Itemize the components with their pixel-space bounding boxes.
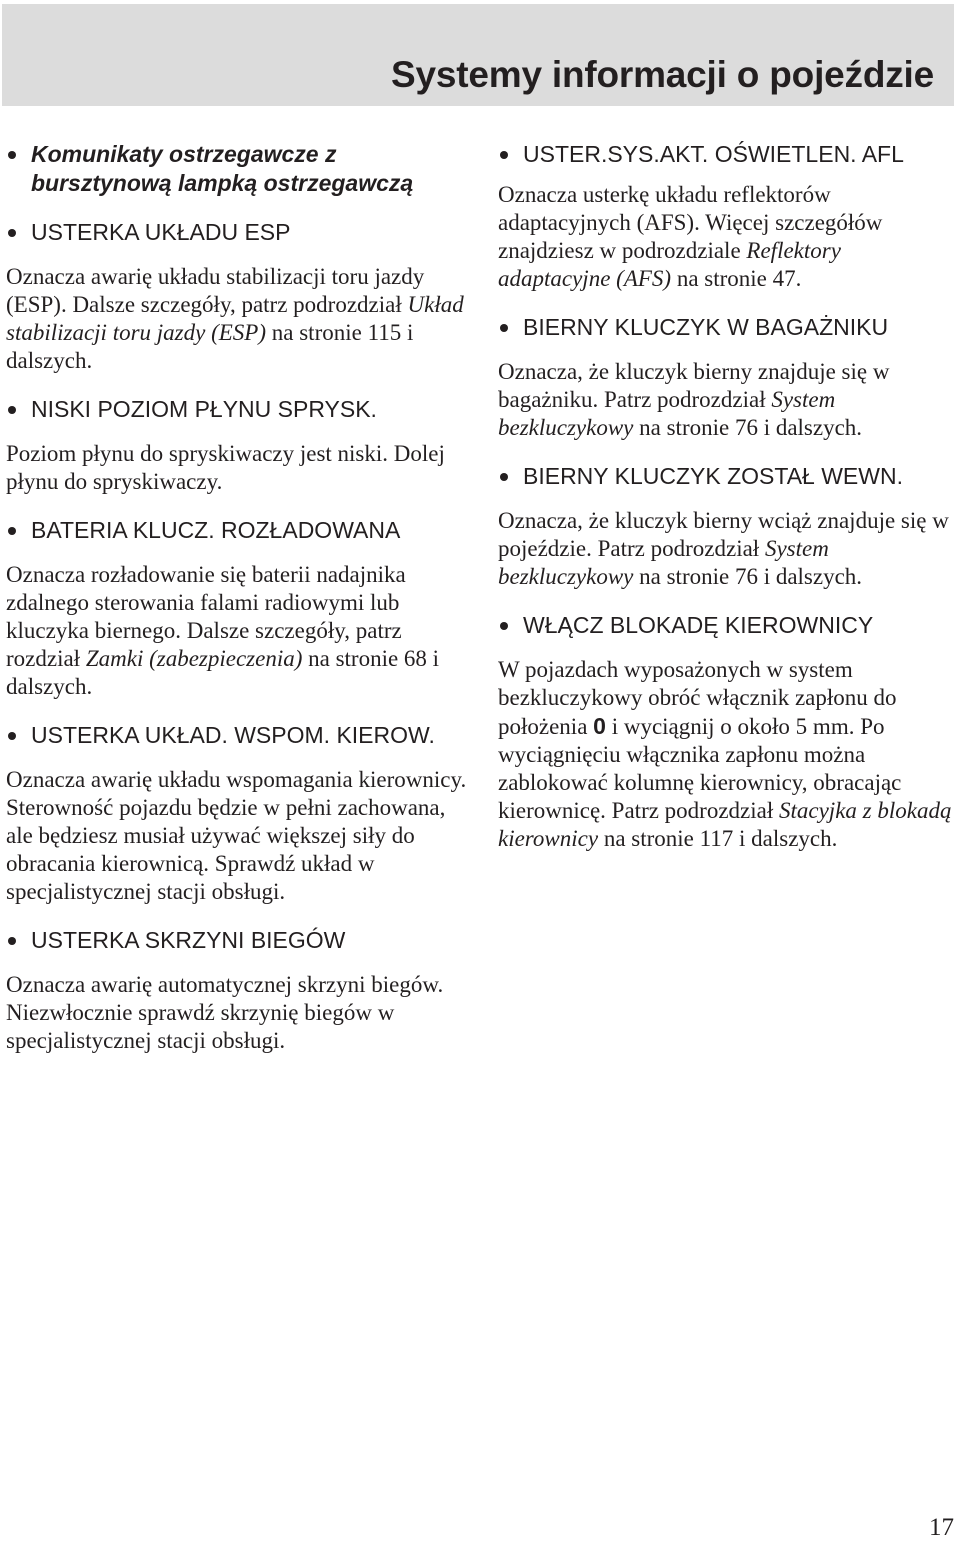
key-battery-text: Oznacza rozładowanie się baterii nadajnika zdalnego sterowania falami radiowymi lub kluczyka biernego. Dalsze szczegóły, patrz rozdział Zamki (zabezpieczenia) na stronie 68 i dalszych. [6,562,440,699]
key-inside-heading: BIERNY KLUCZYK ZOSTAŁ WEWN. [498,462,953,491]
left-column [6,140,468,1055]
afl-text: Oznacza usterkę układu reflektorów adaptacyjnych (AFS). Więcej szczegółów znajdziesz w podrozdziale Reflektory adaptacyjne (AFS) na stronie 47. [498,182,883,291]
steering-lock-heading: WŁĄCZ BLOKADĘ KIEROWNICY [498,611,953,640]
page-number: 17 [929,1514,954,1541]
keyless-reference-2: System bezkluczykowy [498,536,829,589]
esp-warning-text: Oznacza awarię układu stabilizacji toru jazdy (ESP). Dalsze szczegóły, patrz podrozdział Układ stabilizacji toru jazdy (ESP) na stronie 115 i dalszych. [6,264,464,373]
washer-fluid-text: Poziom płynu do spryskiwaczy jest niski. Dolej płynu do spryskiwaczy. [6,441,445,494]
page-title: Systemy informacji o pojeździe [391,54,934,95]
right-column [498,140,953,853]
key-in-trunk-heading: BIERNY KLUCZYK W BAGAŻNIKU [498,313,953,342]
ignition-position: 0 [593,713,606,739]
steering-lock-text: W pojazdach wyposażonych w system bezkluczykowy obróć włącznik zapłonu do położenia 0 i wyciągnij o około 5 mm. Po wyciągnięciu włącznika zapłonu można zablokować kolumnę kierownicy, obracając kierownicę. Patrz podrozdział Stacyjka z blokadą kierownicy na stronie 117 i dalszych. [498,657,952,851]
gearbox-heading: USTERKA SKRZYNI BIEGÓW [6,926,468,955]
key-battery-heading: BATERIA KLUCZ. ROZŁADOWANA [6,516,468,545]
keyless-reference: System bezkluczykowy [498,387,836,440]
key-in-trunk-text: Oznacza, że kluczyk bierny znajduje się w bagażniku. Patrz podrozdział System bezkluczykowy na stronie 76 i dalszych. [498,359,890,440]
power-steering-heading: USTERKA UKŁAD. WSPOM. KIEROW. [6,721,468,750]
afs-reference: Reflektory adaptacyjne (AFS) [498,238,841,291]
esp-reference: Układ stabilizacji toru jazdy (ESP) [6,292,464,345]
washer-fluid-heading: NISKI POZIOM PŁYNU SPRYSK. [6,395,468,424]
afl-heading: USTER.SYS.AKT. OŚWIETLEN. AFL [498,140,953,169]
key-inside-text: Oznacza, że kluczyk bierny wciąż znajduje się w pojeździe. Patrz podrozdział System bezkluczykowy na stronie 76 i dalszych. [498,508,949,589]
esp-warning-heading: USTERKA UKŁADU ESP [6,218,468,247]
ignition-lock-reference: Stacyjka z blokadą kierownicy [498,798,952,851]
gearbox-text: Oznacza awarię automatycznej skrzyni biegów. Niezwłocznie sprawdź skrzynię biegów w specjalistycznej stacji obsługi. [6,972,444,1053]
section-intro-heading: Komunikaty ostrzegawcze z bursztynową lampką ostrzegawczą [6,140,468,198]
locks-reference: Zamki (zabezpieczenia) [85,646,303,671]
power-steering-text: Oznacza awarię układu wspomagania kierownicy. Sterowność pojazdu będzie w pełni zachowana, ale będziesz musiał używać większej siły do obracania kierownicą. Sprawdź układ w specjalistycznej stacji obsługi. [6,767,467,904]
